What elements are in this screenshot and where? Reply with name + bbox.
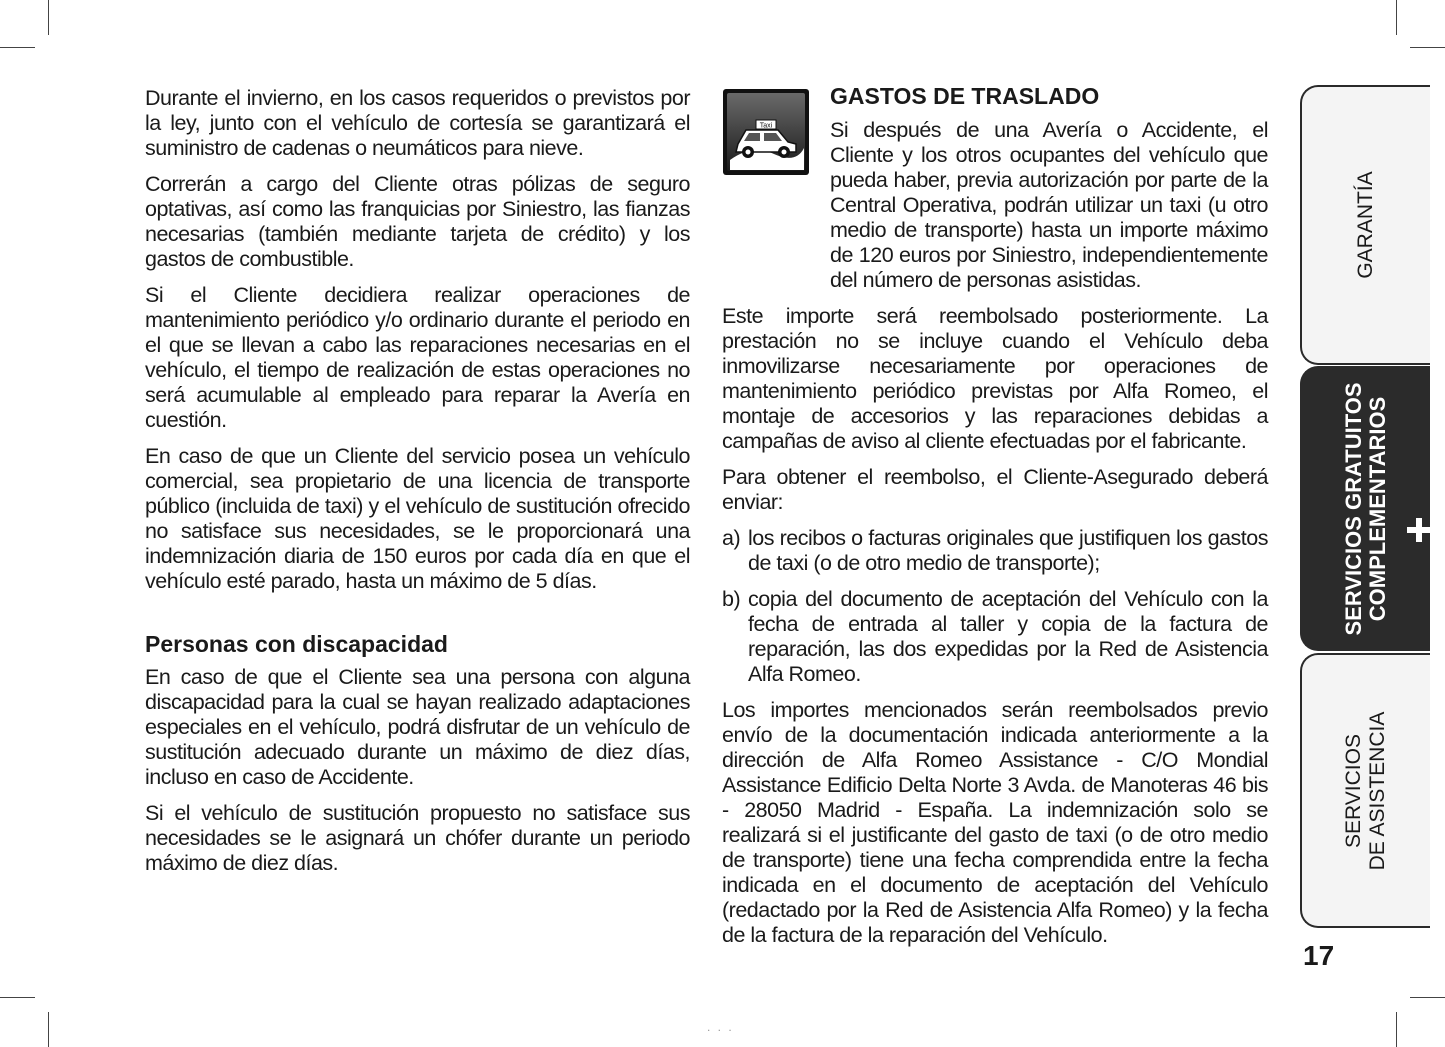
plus-icon	[1405, 516, 1433, 544]
paragraph: Para obtener el reembolso, el Cliente-Asegurado deberá enviar:	[722, 465, 1268, 514]
crop-mark	[48, 0, 49, 35]
crop-mark	[1396, 1012, 1397, 1047]
paragraph: Si el vehículo de sustitución propuesto no satisface sus necesidades se le asignará un chófer durante un periodo máximo de diez días.	[145, 801, 690, 875]
page-number: 17	[1303, 940, 1335, 971]
right-column	[722, 83, 1268, 959]
taxi-sign-label: Taxi	[759, 122, 773, 130]
tab-label-line: SERVICIOS GRATUITOS	[1341, 381, 1366, 636]
list-marker: b)	[722, 587, 741, 611]
tab-label-line: SERVICIOS	[1342, 733, 1365, 848]
crop-mark	[48, 1012, 49, 1047]
section-heading: Personas con discapacidad	[145, 631, 448, 657]
tab-servicios-gratuitos[interactable]	[1300, 366, 1430, 651]
paragraph: Si el Cliente decidiera realizar operaciones de mantenimiento periódico y/o ordinario durante el periodo en el que se llevan a cabo las reparaciones necesarias en el vehículo, el tiempo de realización de estas operaciones no será acumulable al empleado para reparar la Avería en cuestión.	[145, 283, 690, 432]
list-text: los recibos o facturas originales que justifiquen los gastos de taxi (o de otro medio de transporte);	[748, 526, 1268, 575]
tab-label	[1342, 711, 1390, 870]
paragraph: En caso de que el Cliente sea una persona con alguna discapacidad para la cual se hayan realizado adaptaciones especiales en el vehículo, podrá disfrutar de un vehículo de sustitución adecuado durante un máximo de diez días, incluso en caso de Accidente.	[145, 665, 690, 789]
list-item	[722, 526, 1268, 576]
tab-label-line: COMPLEMENTARIOS	[1365, 396, 1390, 621]
list-item	[722, 587, 1268, 687]
paragraph: Este importe será reembolsado posteriormente. La prestación no se incluye cuando el Vehículo deba inmovilizarse necesariamente por operaciones de mantenimiento periódico previstas por Alfa Romeo, el montaje de accesorios y las reparaciones debidas a campañas de aviso al cliente efectuadas por el fabricante.	[722, 304, 1268, 453]
tab-label-line: DE ASISTENCIA	[1366, 711, 1389, 870]
crop-mark	[0, 47, 35, 48]
left-column	[145, 86, 690, 887]
tab-garantia[interactable]	[1300, 85, 1430, 365]
paragraph: Correrán a cargo del Cliente otras pólizas de seguro optativas, así como las franquicias por Siniestro, las fianzas necesarias (también mediante tarjeta de crédito) y los gastos de combustible.	[145, 172, 690, 271]
list-marker: a)	[722, 526, 741, 550]
tab-servicios-asistencia[interactable]	[1300, 653, 1430, 928]
tab-label	[1342, 382, 1390, 635]
paragraph: Durante el invierno, en los casos requeridos o previstos por la ley, junto con el vehículo de cortesía se garantizará el suministro de cadenas o neumáticos para nieve.	[145, 86, 690, 160]
tab-label: GARANTÍA	[1354, 171, 1377, 279]
crop-mark	[1396, 0, 1397, 35]
paragraph: Los importes mencionados serán reembolsados previo envío de la documentación indicada anteriormente a la dirección de Alfa Romeo Assistance - C/O Mondial Assistance Edificio Delta Norte 3 Avda. de Manoteras 46 bis - 28050 Madrid - España. La indemnización solo se realizará si el justificante del gasto de taxi (o de otro medio de transporte) tiene una fecha comprendida entre la fecha indicada en el documento de aceptación del Vehículo (redactado por la Red de Asistencia Alfa Romeo) y la fecha de la factura de la reparación del Vehículo.	[722, 698, 1268, 947]
paragraph: Si después de una Avería o Accidente, el Cliente y los otros ocupantes del vehículo que pueda haber, previa autorización por parte de la Central Operativa, podrán utilizar un taxi (u otro medio de transporte) hasta un importe máximo de 120 euros por Siniestro, independientemente del número de personas asistidas.	[830, 118, 1268, 292]
crop-mark	[0, 997, 35, 998]
section-heading: GASTOS DE TRASLADO	[830, 83, 1100, 109]
crop-mark	[1410, 997, 1445, 998]
list-text: copia del documento de aceptación del Vehículo con la fecha de entrada al taller y copia de la factura de reparación, las dos expedidas por la Red de Asistencia Alfa Romeo.	[748, 587, 1268, 686]
crop-mark	[1410, 47, 1445, 48]
footer-dots: . . .	[707, 1020, 734, 1034]
paragraph: En caso de que un Cliente del servicio posea un vehículo comercial, sea propietario de una licencia de transporte público (incluida de taxi) y el vehículo de sustitución ofrecido no satisface sus necesidades, se le proporcionará una indemnización diaria de 150 euros por cada día en que el vehículo esté parado, hasta un máximo de 5 días.	[145, 444, 690, 593]
